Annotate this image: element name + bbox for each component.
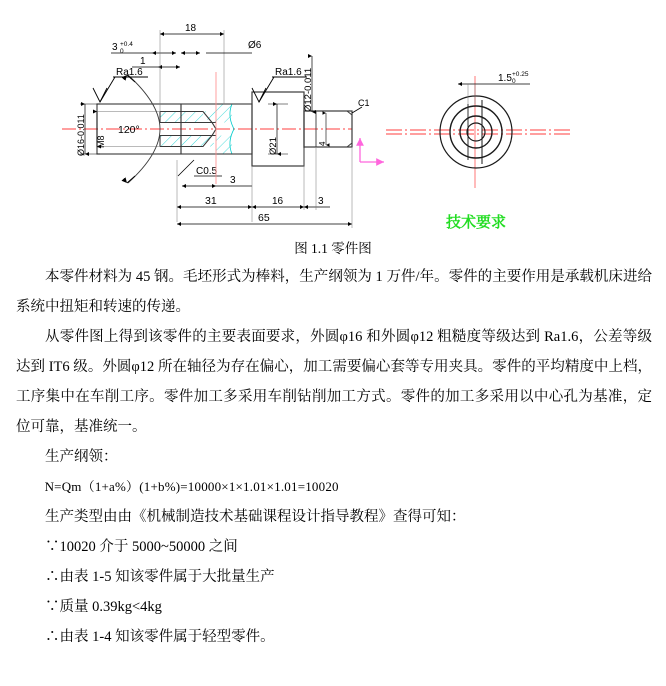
document-body — [0, 236, 666, 652]
end-view-inner-circle — [460, 116, 492, 148]
dim-dia21-group — [268, 104, 288, 155]
dim-3-value: 3 — [112, 42, 118, 53]
dim-3-tol-upper: +0.4 — [120, 41, 133, 48]
line-production-type-source: 生产类型由由《机械制造技术基础课程设计指导教程》查得可知： — [45, 509, 466, 525]
dim-dia6-value: Ø6 — [248, 40, 262, 51]
dim-31-value: 31 — [205, 195, 217, 207]
end-view-outer-circle — [440, 96, 512, 168]
countersink-arc-upper — [128, 75, 160, 129]
dim-3-tolerance-group — [111, 41, 200, 55]
roughness-left-label: Ra1.6 — [116, 67, 143, 78]
dim-65-group — [177, 148, 352, 228]
dim-M8-value: M8 — [96, 135, 106, 148]
dim-18-value: 18 — [185, 23, 197, 34]
dim-1p5-value: 1.5 — [498, 73, 512, 84]
roughness-right-label: Ra1.6 — [275, 67, 302, 78]
ucs-axis-icon — [360, 138, 384, 162]
end-view-mid-circle — [450, 106, 502, 158]
technical-requirements-label: 技术要求 — [445, 213, 507, 231]
dim-3-tol-lower: 0 — [120, 48, 124, 55]
dim-dia12-group — [303, 56, 314, 112]
dim-1-group — [132, 56, 180, 67]
dim-16-value: 16 — [272, 196, 284, 207]
dim-18-group — [160, 23, 224, 112]
line-quantity-range: ∵10020 介于 5000~50000 之间 — [45, 539, 238, 555]
dim-1p5-group — [458, 71, 530, 104]
dim-3-right-group — [304, 148, 330, 210]
end-view — [386, 71, 570, 188]
part-drawing-figure — [0, 0, 666, 236]
figure-caption: 图 1.1 零件图 — [294, 241, 372, 256]
dim-4-value: 4 — [318, 141, 327, 146]
engineering-drawing-svg — [0, 0, 666, 236]
dim-3-mid-value: 3 — [230, 175, 236, 186]
line-production-formula: N=Qm（1+a%）(1+b%)=10000×1×1.01×1.01=10020 — [44, 479, 339, 494]
countersink-arc-lower — [128, 129, 160, 183]
dim-chamfer-C1: C1 — [358, 98, 370, 108]
dim-dia6-group — [206, 40, 262, 53]
dim-4-group — [318, 113, 327, 146]
dim-dia12-value: Ø12-0.011 — [303, 67, 314, 112]
dim-3-right-value: 3 — [318, 196, 324, 207]
dim-angle-120: 120° — [118, 124, 140, 136]
dim-dia21-value: Ø21 — [268, 137, 279, 155]
dim-chamfer-C05: C0.5 — [196, 166, 218, 177]
dim-1p5-tol-upper: +0.25 — [512, 71, 529, 78]
paragraph-material: 本零件材料为 45 钢。毛坯形式为棒料，生产纲领为 1 万件/年。零件的主要作用是承载机床进给系统中扭矩和转速的传递。 — [16, 269, 652, 315]
roughness-symbol-left — [93, 67, 148, 102]
countersink-leader-lower — [127, 176, 135, 183]
shaft-section-view — [62, 23, 370, 228]
line-production-program-title: 生产纲领： — [45, 449, 118, 465]
dim-16-group — [252, 148, 304, 222]
dim-65-value: 65 — [258, 212, 270, 224]
c05-leader — [178, 160, 194, 176]
line-light-part-conclusion: ∴由表 1-4 知该零件属于轻型零件。 — [45, 629, 275, 645]
dim-1-value: 1 — [140, 56, 146, 67]
dim-1p5-tol-lower: 0 — [512, 78, 516, 85]
line-mass-production-conclusion: ∴由表 1-5 知该零件属于大批量生产 — [45, 569, 275, 585]
paragraph-surface-requirements: 从零件图上得到该零件的主要表面要求，外圆φ16 和外圆φ12 粗糙度等级达到 Ra1.6，公差等级达到 IT6 级。外圆φ12 所在轴径为存在偏心，加工需要偏心套等专用夹具。零件的平均精度中上档，工序集中在车削工序。零件加工多采用车削钻削加工方式。零件的加工多采用以中心孔为基准，定位可靠，基准统一。 — [16, 329, 652, 435]
line-mass-value: ∵质量 0.39kg<4kg — [45, 599, 162, 615]
dim-dia16-value: Ø16-0.011 — [76, 114, 86, 156]
roughness-symbol-right — [252, 67, 307, 102]
